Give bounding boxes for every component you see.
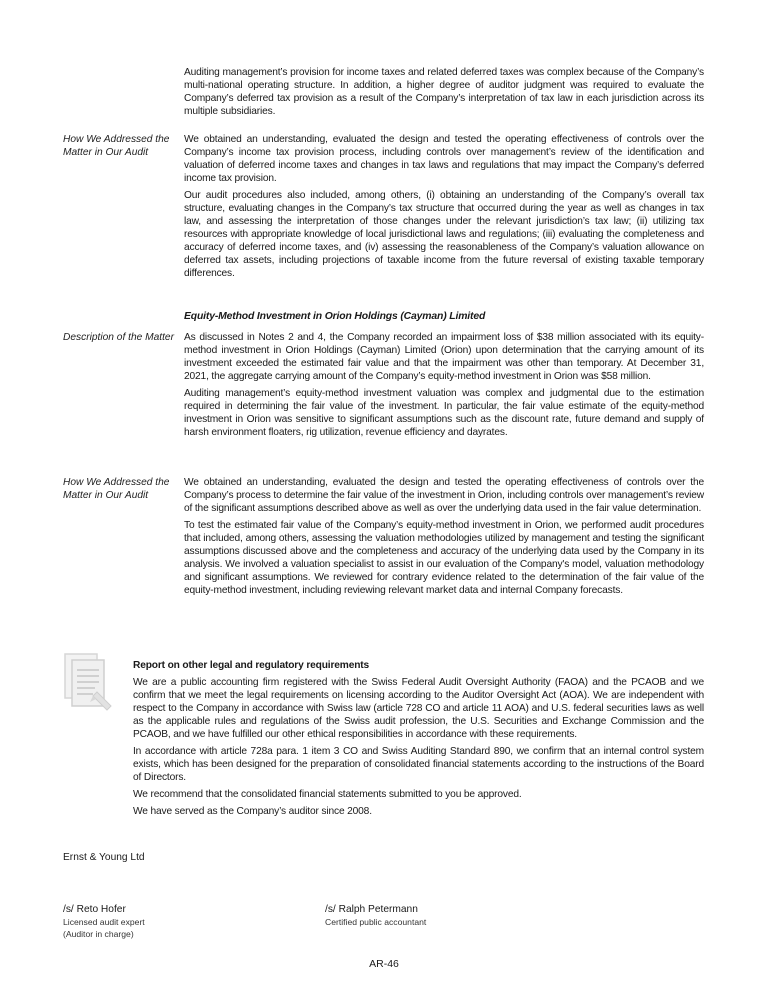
how-addressed-label-1: How We Addressed the Matter in Our Audit: [63, 134, 170, 158]
description-label: Description of the Matter: [63, 332, 174, 343]
orion-audit-paragraph-2: To test the estimated fair value of the Company’s equity-method investment in Orion, we performed audit procedures that included, among others, assessing the valuation methodologies utilized by management and testing the significant assumptions discussed above and the completeness and accuracy of the underlying data used by the Company in its analysis. We involved a valuation specialist to assist in our evaluation of the Company's model, valuation methodology and significant assumptions. We reviewed for contrary evidence related to the determination of the fair value of the equity-method investment, including reviewing relevant market data and internal Company forecasts.: [184, 520, 704, 596]
signer-1: [63, 903, 145, 940]
page-number: AR-46: [369, 958, 399, 970]
document-stack-icon: [63, 652, 115, 714]
signer-2-name: /s/ Ralph Petermann: [325, 904, 418, 915]
signer-1-title: Licensed audit expert: [63, 917, 145, 927]
report-title: Report on other legal and regulatory requirements: [133, 660, 370, 671]
orion-description-paragraph-1: As discussed in Notes 2 and 4, the Company recorded an impairment loss of $38 million associated with its equity-method investment in Orion Holdings (Cayman) Limited (Orion) upon determination that the carrying amount of its investment exceeded the estimated fair value and that the impairment was other than temporary. At December 31, 2021, the aggregate carrying amount of the Company’s equity-method investment in Orion was $58 million.: [184, 332, 704, 382]
report-paragraph-3: We recommend that the consolidated financial statements submitted to you be approved.: [133, 789, 522, 800]
firm-name: Ernst & Young Ltd: [63, 852, 145, 863]
report-paragraph-1: We are a public accounting firm registered with the Swiss Federal Audit Oversight Authority (FAOA) and the PCAOB and we confirm that we meet the legal requirements on licensing according to the Auditor Oversight Act (AOA). We are independent with respect to the Company in accordance with Swiss law (article 728 CO and article 11 AOA) and U.S. federal securities laws as well as the applicable rules and regulations of the Swiss audit profession, the U.S. Securities and Exchange Commission and the PCAOB, and we have fulfilled our other ethical responsibilities in accordance with these requirements.: [133, 677, 704, 740]
report-paragraph-2: In accordance with article 728a para. 1 item 3 CO and Swiss Auditing Standard 890, we confirm that an internal control system exists, which has been designed for the preparation of consolidated financial statements according to the instructions of the Board of Directors.: [133, 746, 704, 783]
report-paragraph-4: We have served as the Company’s auditor since 2008.: [133, 806, 372, 817]
orion-section-heading: Equity-Method Investment in Orion Holdings (Cayman) Limited: [184, 311, 486, 322]
legal-regulatory-report: [133, 659, 704, 822]
signer-2: [325, 903, 426, 928]
signer-2-title: Certified public accountant: [325, 917, 427, 927]
critical-audit-matter-income-tax: [184, 66, 704, 122]
income-tax-description-paragraph: Auditing management’s provision for income taxes and related deferred taxes was complex because of the Company’s multi-national operating structure. In addition, a higher degree of auditor judgment was required to evaluate the Company’s deferred tax provision as a result of the Company’s interpretation of tax law in each jurisdiction across its multiple subsidiaries.: [184, 67, 704, 117]
orion-audit-response: [184, 476, 704, 601]
income-tax-audit-paragraph-1: We obtained an understanding, evaluated the design and tested the operating effectiveness of controls over the Company’s income tax provision process, including controls over management’s review of the identification and valuation of deferred income taxes and changes in tax laws and regulations that may impact the Company’s deferred income tax provision.: [184, 134, 704, 184]
orion-description-paragraph-2: Auditing management’s equity-method investment valuation was complex and judgmental due to the estimation required in determining the fair value of the investment. In particular, the fair value estimate of the equity-method investment in Orion was sensitive to significant assumptions such as the discount rate, future demand and supply of harsh environment floaters, rig utilization, revenue efficiency and dayrates.: [184, 388, 704, 438]
income-tax-audit-paragraph-2: Our audit procedures also included, among others, (i) obtaining an understanding of the Company’s overall tax structure, evaluating changes in the Company’s tax structure that occurred during the year as well as changes in tax law, and assessing the interpretation of those changes under the relevant jurisdiction’s tax law; (ii) utilizing tax resources with appropriate knowledge of local jurisdictional laws and regulations; (iii) evaluating the completeness and accuracy of deferred income taxes, and (iv) assessing the reasonableness of the Company’s valuation allowance on deferred tax assets, including projections of taxable income from the future reversal of existing taxable temporary differences.: [184, 190, 704, 279]
signer-1-role: (Auditor in charge): [63, 929, 134, 939]
orion-audit-paragraph-1: We obtained an understanding, evaluated the design and tested the operating effectiveness of controls over the Company’s process to determine the fair value of the investment in Orion, including controls over management’s review of the significant assumptions described above as well as over the underlying data used in the fair value determination.: [184, 477, 705, 514]
signer-1-name: /s/ Reto Hofer: [63, 904, 126, 915]
orion-description: [184, 331, 704, 443]
how-addressed-label-2: How We Addressed the Matter in Our Audit: [63, 477, 170, 501]
income-tax-audit-response: [184, 133, 704, 284]
